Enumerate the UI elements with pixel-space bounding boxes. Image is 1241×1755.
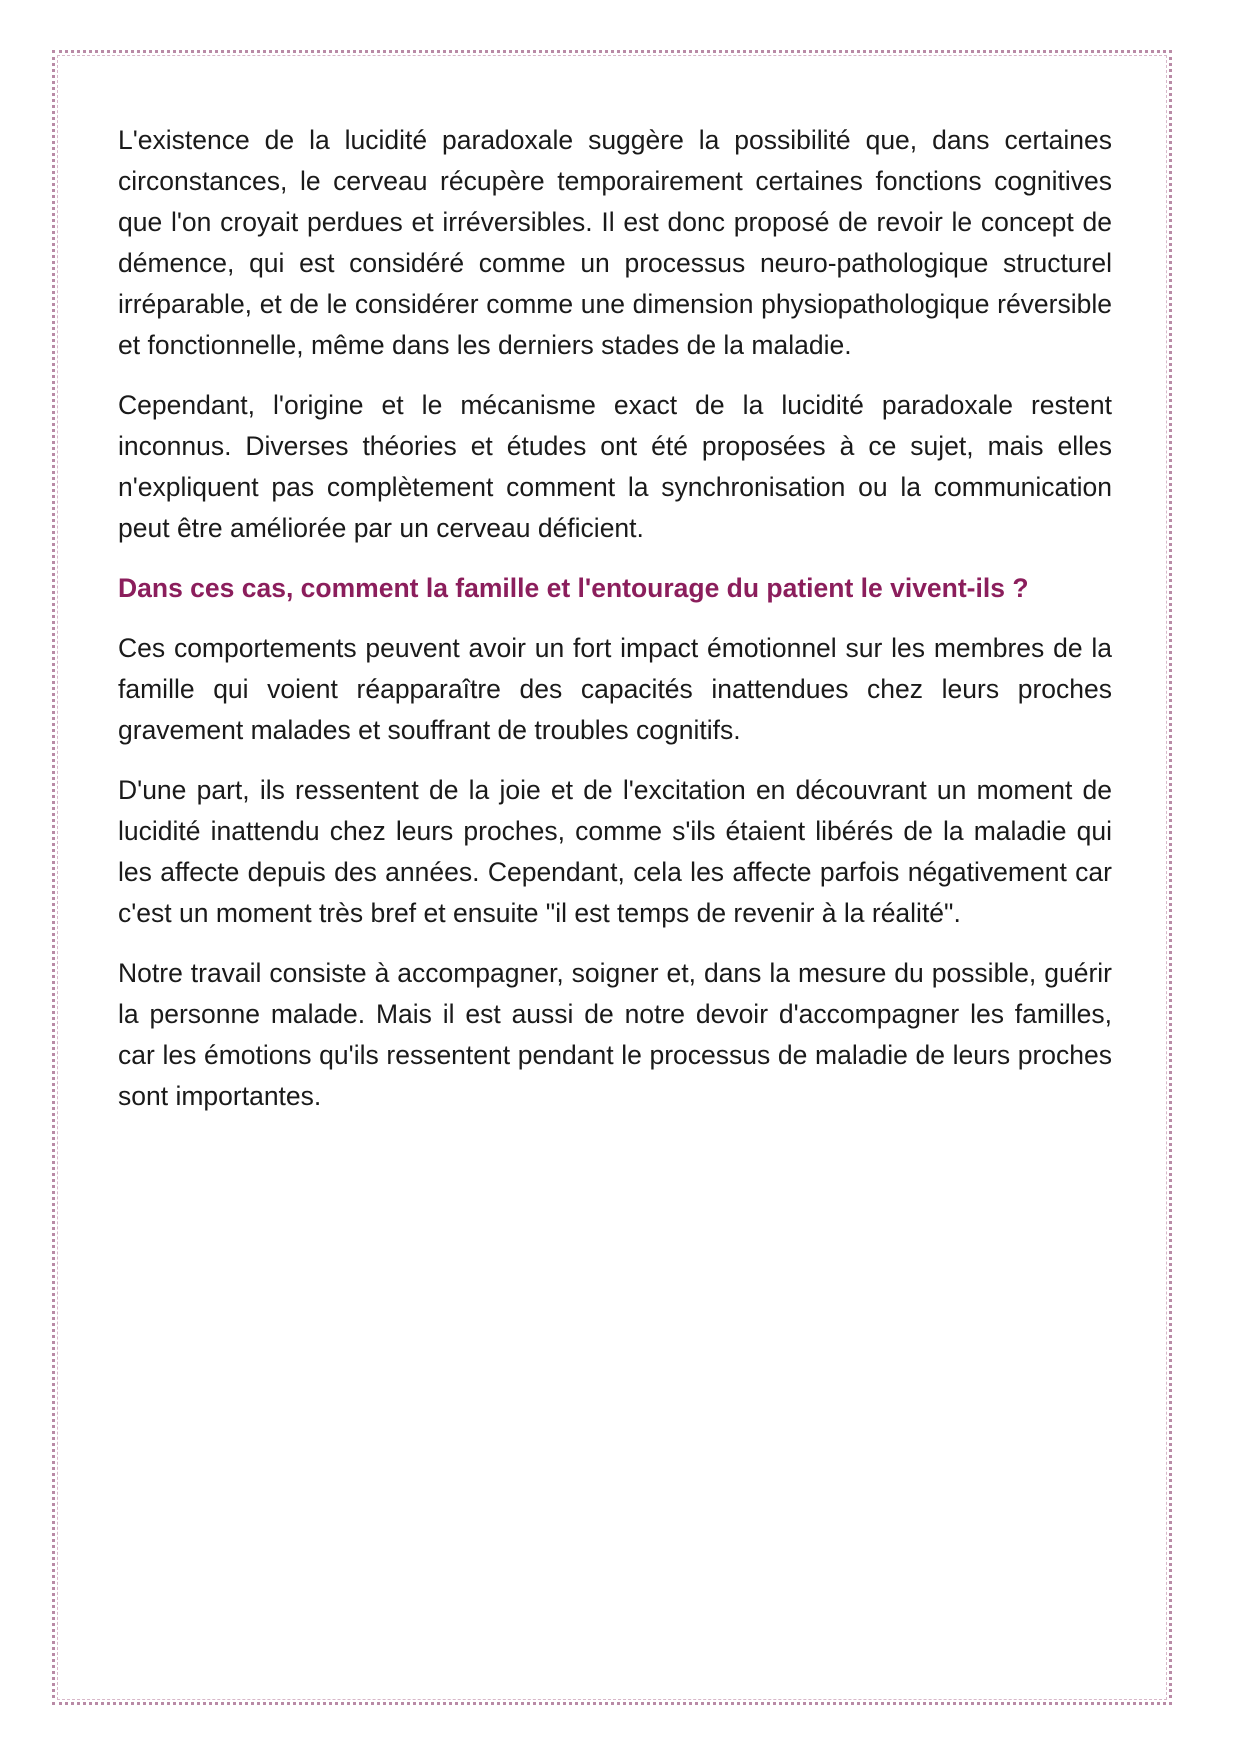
paragraph-emotional-impact: Ces comportements peuvent avoir un fort impact émotionnel sur les membres de la famille qui voient réapparaître des capacités inattendues chez leurs proches gravement malades et souffrant de troubles cognitifs.	[118, 633, 1112, 745]
document-body	[118, 120, 1112, 1136]
section-heading: Dans ces cas, comment la famille et l'entourage du patient le vivent-ils ?	[118, 573, 1029, 603]
paragraph-lucidity-dementia: L'existence de la lucidité paradoxale suggère la possibilité que, dans certaines circonstances, le cerveau récupère temporairement certaines fonctions cognitives que l'on croyait perdues et irréversibles. Il est donc proposé de revoir le concept de démence, qui est considéré comme un processus neuro-pathologique structurel irréparable, et de le considérer comme une dimension physiopathologique réversible et fonctionnelle, même dans les derniers stades de la maladie.	[118, 125, 1112, 360]
paragraph-our-work: Notre travail consiste à accompagner, soigner et, dans la mesure du possible, guérir la personne malade. Mais il est aussi de notre devoir d'accompagner les familles, car les émotions qu'ils ressentent pendant le processus de maladie de leurs proches sont importantes.	[118, 958, 1112, 1111]
paragraph-unknown-mechanism: Cependant, l'origine et le mécanisme exact de la lucidité paradoxale restent inconnus. Diverses théories et études ont été proposées à ce sujet, mais elles n'expliquent pas complètement comment la synchronisation ou la communication peut être améliorée par un cerveau déficient.	[118, 390, 1112, 543]
paragraph-joy-and-return: D'une part, ils ressentent de la joie et de l'excitation en découvrant un moment de lucidité inattendu chez leurs proches, comme s'ils étaient libérés de la maladie qui les affecte depuis des années. Cependant, cela les affecte parfois négativement car c'est un moment très bref et ensuite "il est temps de revenir à la réalité".	[118, 775, 1112, 928]
